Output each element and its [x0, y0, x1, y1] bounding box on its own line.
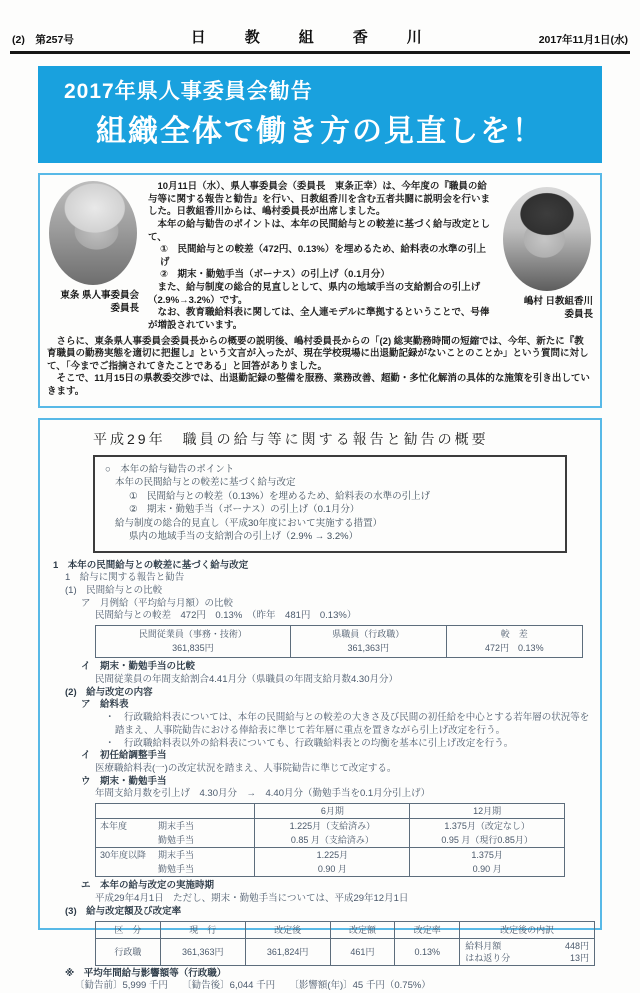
table-row: [96, 848, 565, 863]
left-photo-caption: [47, 290, 139, 316]
breakdown-line: [465, 940, 589, 952]
cell-value: 0.13%: [395, 938, 460, 965]
article-paragraph-6: そこで、11月15日の県教委交渉では、出退勤記録の整備を服務、業務改善、超勤・多忙化解消の具体的な施策を引き出していきます。: [47, 373, 590, 397]
column-header: 県職員（行政職）: [332, 629, 405, 640]
article-paragraph-4: なお、教育職給料表に関しては、全人連モデルに準拠するということで、号俸が増設されています。: [148, 307, 490, 331]
right-photo-caption: [501, 296, 593, 322]
right-caption-line1: 嶋村 日教組香川: [523, 296, 593, 307]
table-row: [96, 833, 565, 848]
article-point-1: ① 民間給与との較差（472円、0.13%）を埋めるため、給料表の水準の引上げ: [160, 244, 486, 268]
table-row: [96, 938, 595, 965]
cell-value: 0.90 月: [410, 862, 565, 877]
revision-rate-heading: (3) 給与改定額及び改定率: [65, 905, 182, 917]
points-line-2: 給与制度の総合的見直し（平成30年度において実施する措置）: [115, 517, 383, 529]
breakdown-label: 給料月額: [465, 940, 502, 951]
row-label-cell: [96, 848, 255, 863]
section-heading-2: 1 給与に関する報告と勧告: [65, 572, 185, 584]
cell-value: 461円: [330, 938, 395, 965]
cell-value: 0.90 月: [255, 862, 410, 877]
row-sub-label: 期末手当: [158, 821, 195, 832]
table-cell-private: [96, 626, 291, 658]
breakdown-line: [465, 952, 589, 964]
bonus-comparison-heading: イ 期末・勤勉手当の比較: [81, 661, 196, 673]
table-row: [96, 862, 565, 877]
recommendation-points-box: [93, 455, 567, 553]
points-line-3: 県内の地域手当の支給割合の引上げ（2.9% → 3.2%）: [129, 531, 359, 543]
table-cell-gap: [446, 626, 582, 658]
cell-value: 1.375月: [410, 848, 565, 863]
points-heading: ○ 本年の給与勧告のポイント: [105, 463, 235, 475]
row-sub-label: 勤勉手当: [158, 835, 195, 846]
bonus-months-table: [95, 803, 565, 877]
column-header: 改定率: [395, 921, 460, 938]
row-sub-label: 期末手当: [158, 850, 195, 861]
revision-amount-table: [95, 921, 595, 966]
monthly-pay-comparison-table: [95, 625, 583, 658]
points-item-1: ① 民間給与との較差（0.13%）を埋めるため、給料表の水準の引上げ: [129, 490, 431, 502]
right-caption-line2: 委員長: [564, 308, 593, 320]
table-row: [96, 626, 583, 658]
bonus-comparison-line: 民間従業員の年間支給割合4.41月分（県職員の年間支給月数4.30月分）: [95, 673, 398, 685]
cell-value: 1.225月（支給済み）: [255, 819, 410, 834]
row-label-cell: [96, 862, 255, 877]
cell-value: 361,835円: [172, 643, 214, 654]
banner-headline: 組織全体で働き方の見直しを！: [96, 115, 544, 148]
average-impact-note-heading: ※ 平均年間給与影響額等（行政職）: [65, 967, 227, 979]
article-paragraph-2: 本年の給与勧告のポイントは、本年の民間給与との較差に基づく給与改定として、: [148, 218, 491, 243]
lead-article-box: [38, 173, 602, 408]
cell-value: 361,363円: [160, 938, 245, 965]
column-header: 改定額: [330, 921, 395, 938]
cell-value: 361,363円: [347, 643, 389, 654]
chairman-tojo-photo: [49, 181, 137, 285]
table-header-row: [96, 804, 565, 819]
cell-value: 0.95 月（現行0.85月）: [410, 833, 565, 848]
table-cell-public: [290, 626, 446, 658]
salary-table-bullet-1: ・ 行政職給料表については、本年の民間給与との較差の大きさ及び民間の初任給を中心とする若年層の状況等を踏まえ、人事院勧告における俸給表に準じて若年層に重点を置きながら引上げ改定を行う。: [105, 712, 590, 736]
row-label-cell: [96, 819, 255, 834]
article-point-2: ② 期末・勤勉手当（ボーナス）の引上げ（0.1月分）: [160, 269, 390, 281]
column-header: 現 行: [160, 921, 245, 938]
breakdown-value: 13円: [569, 952, 589, 963]
cell-value: 1.375月（改定なし）: [410, 819, 565, 834]
article-bottom-paragraphs: [47, 336, 593, 399]
december-term-header: 12月期: [410, 804, 565, 819]
row-label-cell: [96, 833, 255, 848]
breakdown-cell: [460, 938, 595, 965]
cell-value: 行政職: [96, 938, 161, 965]
column-header: 民間従業員（事務・技術）: [138, 629, 247, 640]
bonus-revision-line: 年間支給月数を引上げ 4.30月分 → 4.40月分（勤勉手当を0.1月分引上げ）: [95, 788, 431, 800]
article-top-row: [47, 181, 593, 333]
section-heading-3: (1) 民間給与との比較: [65, 584, 163, 596]
row-group-label: 30年度以降: [100, 850, 147, 861]
page-header: [10, 26, 630, 54]
column-header: 改定後: [245, 921, 330, 938]
article-paragraph-5: さらに、東条県人事委員会委員長からの概要の説明後、嶋村委員長からの「(2) 総実勤務時間の短縮では、今年、新たに『教育職員の勤務実態を適切に把握し』という文言が入ったが、現在学校現場に出退勤記録がないことのことか」という質問に対して、「今までご指摘されてきたことである」と回答がありました。: [47, 335, 589, 372]
implementation-date-line: 平成29年4月1日 ただし、期末・勤勉手当については、平成29年12月1日: [95, 893, 409, 905]
cell-value: 361,824円: [245, 938, 330, 965]
cell-value: 0.85 月（支給済み）: [255, 833, 410, 848]
issue-date: 2017年11月1日(水): [538, 34, 628, 46]
article-body-column: [148, 181, 492, 333]
cell-value: 1.225月: [255, 848, 410, 863]
starting-salary-heading: イ 初任給調整手当: [81, 750, 167, 762]
points-item-2: ② 期末・勤勉手当（ボーナス）の引上げ（0.1月分）: [129, 504, 360, 516]
report-summary-box: [38, 418, 602, 992]
empty-header-cell: [96, 804, 255, 819]
left-photo-column: [47, 181, 139, 333]
implementation-date-heading: エ 本年の給与改定の実施時期: [81, 880, 215, 892]
column-header: 較 差: [500, 629, 528, 640]
column-header: 改定後の内訳: [460, 921, 595, 938]
june-term-header: 6月期: [255, 804, 410, 819]
headline-banner: [38, 66, 602, 163]
monthly-pay-heading: ア 月例給（平均給与月額）の比較: [81, 597, 234, 609]
cell-value: 472円 0.13%: [485, 643, 544, 654]
revision-content-heading: (2) 給与改定の内容: [65, 686, 153, 698]
row-group-label: 本年度: [100, 821, 128, 832]
right-photo-column: [501, 181, 593, 333]
breakdown-value: 448円: [564, 940, 589, 951]
monthly-pay-gap-line: 民間給与との較差 472円 0.13% （昨年 481円 0.13%）: [95, 610, 357, 622]
average-impact-note-line: 〔勧告前〕5,999 千円 〔勧告後〕6,044 千円 〔影響額(年)〕45 千円（0.75%）: [75, 980, 431, 992]
table-header-row: [96, 921, 595, 938]
bonus-revision-heading: ウ 期末・勤勉手当: [81, 775, 167, 787]
issue-number: (2) 第257号: [12, 34, 74, 46]
newsletter-page: [0, 26, 640, 992]
report-section-1: [49, 560, 591, 993]
breakdown-label: はね返り分: [465, 952, 511, 963]
points-line-1: 本年の民間給与との較差に基づく給与改定: [115, 477, 296, 489]
column-header: 区 分: [96, 921, 161, 938]
starting-salary-line: 医療職給料表(一)の改定状況を踏まえ、人事院勧告に準じて改定する。: [95, 762, 397, 774]
left-caption-line1: 東条 県人事委員会: [60, 290, 139, 301]
salary-table-bullet-2: ・ 行政職給料表以外の給料表についても、行政職給料表との均衡を基本に引上げ改定を行う。: [105, 737, 514, 749]
chairman-shimamura-photo: [503, 187, 591, 291]
salary-table-heading: ア 給料表: [81, 699, 129, 711]
banner-kicker: 2017年県人事委員会勧告: [64, 80, 313, 103]
left-caption-line2: 委員長: [110, 302, 139, 314]
row-sub-label: 勤勉手当: [158, 864, 195, 875]
table-row: [96, 819, 565, 834]
report-title: 平成29年 職員の給与等に関する報告と勧告の概要: [93, 430, 489, 447]
masthead-title: 日 教 組 香 川: [190, 29, 434, 46]
article-paragraph-1: 10月11日（水）、県人事委員会（委員長 東条正幸）は、今年度の『職員の給与等に関する報告と勧告』を行い、日教組香川を含む五者共闘に説明会を行いました。日教組香川からは、嶋村委員長が出席しました。: [148, 181, 491, 218]
section-heading-1: 1 本年の民間給与との較差に基づく給与改定: [53, 559, 249, 571]
article-paragraph-3: また、給与制度の総合的見直しとして、県内の地域手当の支給割合の引上げ（2.9%→3.2%）です。: [148, 282, 481, 306]
